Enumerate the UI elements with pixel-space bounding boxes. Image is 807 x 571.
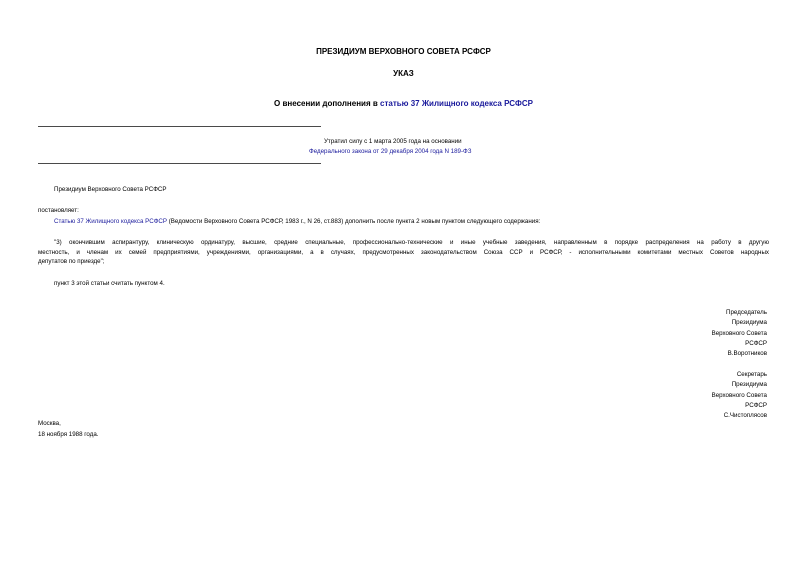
repeal-law-link[interactable]: Федерального закона от 29 декабря 2004 года N 189-ФЗ (309, 148, 472, 155)
clause-paragraph (54, 219, 540, 225)
signature-line: РСФСР (745, 401, 767, 409)
document-type: УКАЗ (393, 69, 414, 78)
signature-line: Президиума (731, 381, 767, 389)
signatory-name: С.Чистоплясов (723, 412, 767, 420)
signature-line: Президиума (731, 319, 767, 327)
place-of-signing: Москва, (38, 420, 61, 427)
signature-chairman (647, 308, 767, 359)
document-title (0, 99, 807, 108)
signature-line: РСФСР (745, 339, 767, 347)
signature-line: Верховного Совета (711, 391, 767, 399)
signature-line: Верховного Совета (711, 329, 767, 337)
title-prefix: О внесении дополнения в (274, 99, 380, 108)
preamble: Президиум Верховного Совета РСФСР (54, 186, 167, 193)
signature-line: Секретарь (736, 371, 767, 378)
divider-top (38, 126, 321, 127)
quote-line-1: "3) окончившим аспирантуру, клиническую ординатуру, высшие, средние специальные, профессионально-технические и иные учебные заведения, направленным в порядке распределения на работу в другую (54, 239, 769, 246)
title-article-link[interactable]: статью 37 Жилищного кодекса РСФСР (380, 99, 533, 108)
final-clause: пункт 3 этой статьи считать пунктом 4. (54, 280, 165, 287)
issuing-authority: ПРЕЗИДИУМ ВЕРХОВНОГО СОВЕТА РСФСР (316, 47, 491, 56)
clause-text: (Ведомости Верховного Совета РСФСР, 1983 г., N 26, ст.883) дополнить после пункта 2 новым пунктом следующего содержания: (167, 218, 541, 225)
quote-line-2: местность, и членам их семей предприятиями, учреждениями, организациями, а в случаях, предусмотренных законодательством Союза ССР и РСФСР, - исполнительными комитетами местных Советов народных (38, 248, 769, 256)
clause-article-link[interactable]: Статью 37 Жилищного кодекса РСФСР (54, 218, 168, 225)
quoted-point (38, 238, 769, 267)
signature-line: Председатель (726, 309, 767, 316)
quote-line-3: депутатов по приезде"; (38, 258, 105, 265)
status-note-line1: Утратил силу с 1 марта 2005 года на основании (324, 138, 462, 145)
decree-word: постановляет: (38, 207, 79, 214)
signature-secretary (647, 370, 767, 421)
divider-bottom (38, 163, 321, 164)
date-of-signing: 18 ноября 1988 года. (38, 431, 99, 438)
signatory-name: В.Воротников (727, 350, 767, 358)
